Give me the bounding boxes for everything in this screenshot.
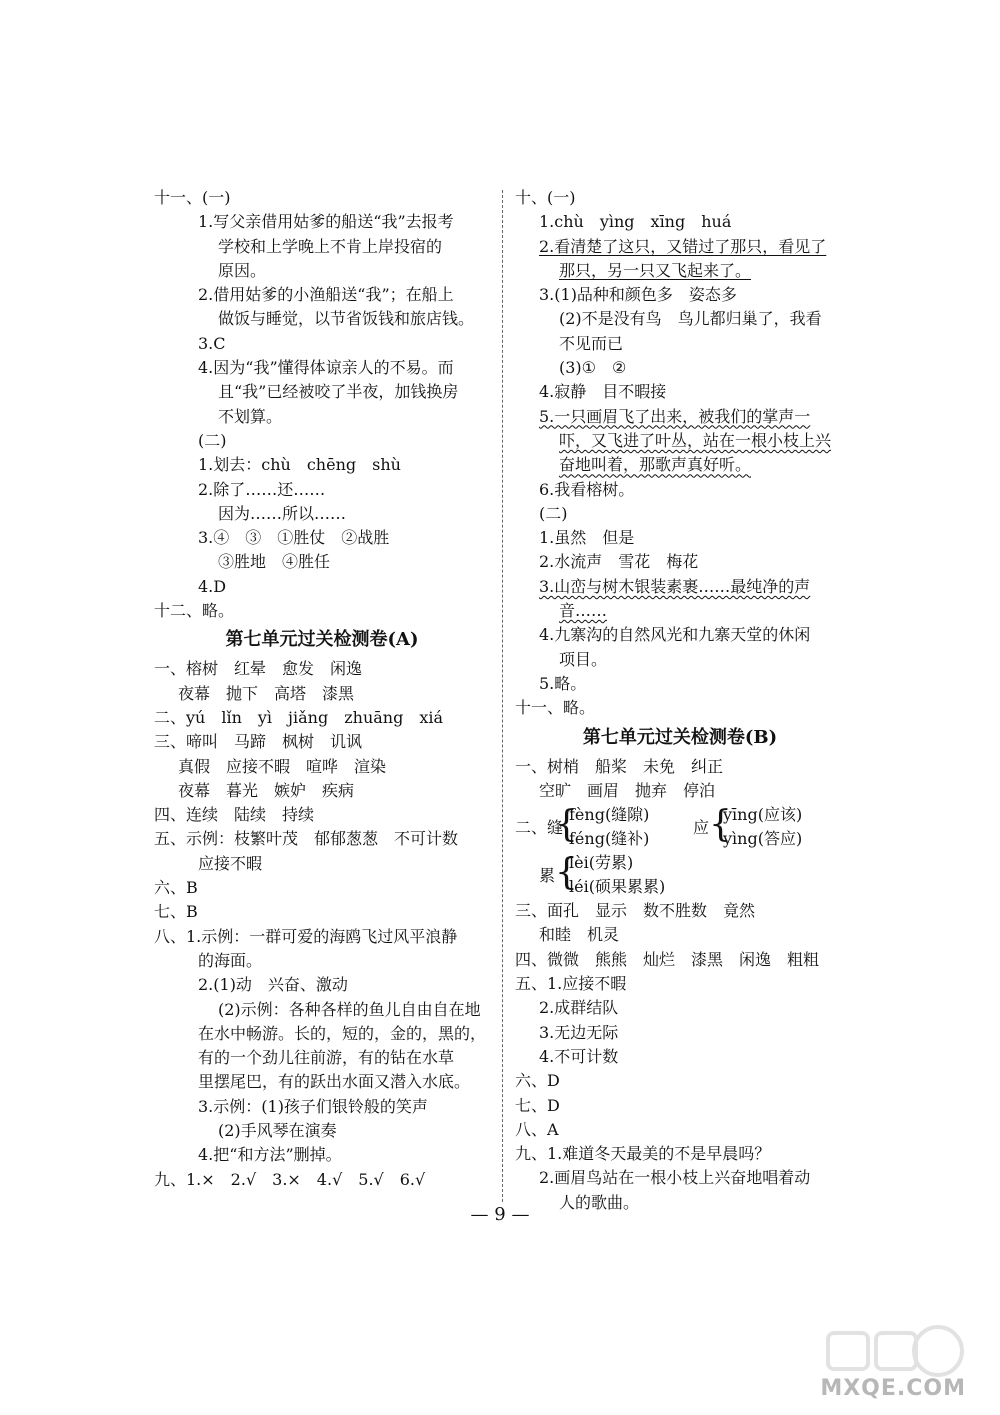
column-divider (502, 190, 503, 1202)
answer-line: 1.chù yìng xīng huá (539, 212, 732, 232)
answer-line: 五、示例：枝繁叶茂 郁郁葱葱 不可计数 (154, 829, 459, 849)
answer-line: 夜幕 暮光 嫉妒 疾病 (178, 780, 355, 800)
test-title-b: 第七单元过关检测卷(B) (582, 726, 778, 748)
answer-line (515, 259, 845, 283)
left-column (154, 186, 490, 1192)
answer-line: 2.除了……还…… (198, 479, 326, 499)
page-number: — 9 — (470, 1204, 530, 1225)
brace-icon: { (555, 804, 578, 846)
subsection-heading: (二) (539, 503, 568, 523)
answer-line: 3.④ ③ ①胜仗 ②战胜 (198, 528, 390, 548)
answer-line: (2)示例：各种各样的鱼儿自由自在地 (218, 999, 481, 1019)
reading: fèng(缝隙) (569, 805, 650, 825)
underlined-text: 2.看清楚了这只，又错过了那只，看见了 (539, 236, 827, 256)
polyphone-readings (723, 803, 802, 852)
answer-line: 因为……所以…… (218, 503, 347, 523)
answer-line: 的海面。 (198, 950, 263, 970)
answer-line: 4.不可计数 (539, 1046, 619, 1066)
answer-line: 和睦 机灵 (539, 925, 620, 945)
answer-line: 2.借用姑爹的小渔船送“我”；在船上 (198, 285, 454, 305)
section-heading: 十、(一) (515, 188, 576, 207)
subsection-heading: (二) (198, 430, 227, 450)
answer-line: 4.D (198, 576, 227, 596)
answer-line: 三、啼叫 马蹄 枫树 讥讽 (154, 732, 363, 752)
answer-line: 八、A (515, 1119, 559, 1139)
answer-line: 人的歌曲。 (559, 1192, 640, 1212)
reading: léi(硕果累累) (569, 877, 666, 897)
answer-line: 1.划去：chù chēng shù (198, 455, 401, 475)
answer-line: 七、D (515, 1095, 560, 1115)
answer-line: (2)不是没有鸟 鸟儿都归巢了，我看 (559, 309, 822, 329)
answer-line: (2)手风琴在演奏 (218, 1120, 337, 1140)
answer-line: (3)① ② (559, 358, 627, 378)
answer-line: 4.因为“我”懂得体谅亲人的不易。而 (198, 358, 454, 378)
answer-line: 2.画眉鸟站在一根小枝上兴奋地唱着动 (539, 1168, 811, 1188)
answer-line (515, 575, 845, 599)
answer-line: 学校和上学晚上不肯上岸投宿的 (218, 236, 443, 256)
reading: lèi(劳累) (569, 853, 634, 873)
answer-line: 二、yú lǐn yì jiǎng zhuāng xiá (154, 707, 444, 727)
answer-line: 3.无边无际 (539, 1022, 619, 1042)
watermark-text: MXQE.COM (820, 1376, 966, 1401)
answer-line: 应接不暇 (198, 853, 263, 873)
brace-icon: { (709, 804, 732, 846)
section-heading: 十一、(一) (154, 188, 231, 207)
answer-line: 1.写父亲借用姑爹的船送“我”去报考 (198, 212, 454, 232)
answer-line: 四、连续 陆续 持续 (154, 805, 315, 825)
answer-line: 且“我”已经被咬了半夜，加钱换房 (218, 382, 459, 402)
answer-line: 一、树梢 船桨 未免 纠正 (515, 756, 724, 776)
answer-line: 3.示例：(1)孩子们银铃般的笑声 (198, 1096, 428, 1116)
answer-line: 九、1.难道冬天最美的不是早晨吗？ (515, 1144, 771, 1164)
answer-line: 有的一个劲儿往前游，有的钻在水草 (198, 1048, 455, 1068)
answer-line: 五、1.应接不暇 (515, 974, 627, 994)
answer-line: ③胜地 ④胜任 (218, 552, 331, 572)
answer-line: 在水中畅游。长的，短的，金的，黑的， (198, 1023, 487, 1043)
answer-line: 里摆尾巴，有的跃出水面又潜入水底。 (198, 1072, 471, 1092)
answer-line: 九、1.× 2.√ 3.× 4.√ 5.√ 6.√ (154, 1169, 426, 1189)
answer-line: 六、B (154, 878, 198, 898)
answer-line: 4.把“和方法”删掉。 (198, 1145, 342, 1165)
answer-line: 不划算。 (218, 406, 283, 426)
answer-line: 一、榕树 红晕 愈发 闲逸 (154, 659, 363, 679)
underlined-text: 那只，另一只又飞起来了。 (559, 260, 752, 280)
answer-line: 2.成群结队 (539, 998, 619, 1018)
polyphone-group-1 (515, 803, 845, 851)
answer-line: 做饭与睡觉，以节省饭钱和旅店钱。 (218, 309, 475, 329)
reading: yìng(答应) (723, 829, 803, 849)
answer-line: 1.虽然 但是 (539, 528, 635, 548)
right-column (515, 186, 845, 1215)
answer-line: 5.略。 (539, 673, 587, 693)
wavy-underlined-text: 5.一只画眉飞了出来，被我们的掌声一 (539, 406, 811, 426)
answer-line: 四、微微 熊熊 灿烂 漆黑 闲逸 粗粗 (515, 949, 820, 969)
answer-line: 不见而已 (559, 333, 624, 353)
wavy-underlined-text: 吓，又飞进了叶丛，站在一根小枝上兴 (559, 430, 832, 450)
polyphone-prefix: 二、缝 (515, 818, 564, 838)
answer-line: 十二、略。 (154, 601, 235, 621)
wavy-underlined-text: 音…… (559, 601, 608, 621)
reading: yīng(应该) (723, 805, 803, 825)
answer-line: 2.水流声 雪花 梅花 (539, 552, 699, 572)
polyphone-char: 应 (693, 818, 710, 838)
answer-line: 八、1.示例：一群可爱的海鸥飞过风平浪静 (154, 926, 458, 946)
answer-line: 六、D (515, 1071, 560, 1091)
answer-line (515, 429, 845, 453)
wavy-underlined-text: 3.山峦与树木银装素裹……最纯净的声 (539, 576, 811, 596)
answer-line: 3.(1)品种和颜色多 姿态多 (539, 285, 737, 305)
answer-line: 项目。 (559, 649, 608, 669)
answer-line (515, 453, 845, 477)
answer-line (515, 405, 845, 429)
test-title-a: 第七单元过关检测卷(A) (225, 629, 419, 651)
answer-line: 4.九寨沟的自然风光和九寨天堂的休闲 (539, 625, 811, 645)
polyphone-char: 累 (539, 866, 556, 886)
answer-line: 十一、略。 (515, 698, 596, 718)
wavy-underlined-text: 奋地叫着，那歌声真好听。 (559, 455, 752, 475)
answer-line: 原因。 (218, 260, 267, 280)
answer-line: 6.我看榕树。 (539, 479, 635, 499)
answer-line: 七、B (154, 902, 198, 922)
answer-line: 3.C (198, 333, 226, 353)
polyphone-readings (569, 851, 665, 900)
polyphone-readings (569, 803, 649, 852)
polyphone-group-2 (515, 851, 845, 899)
answer-line (515, 599, 845, 623)
answer-line: 真假 应接不暇 喧哗 渲染 (178, 756, 387, 776)
answer-line: 空旷 画眉 抛弃 停泊 (539, 780, 716, 800)
answer-line: 夜幕 抛下 高塔 漆黑 (178, 683, 355, 703)
answer-line: 4.寂静 目不暇接 (539, 382, 667, 402)
brace-icon: { (555, 852, 578, 894)
answer-line: 2.(1)动 兴奋、激动 (198, 975, 348, 995)
reading: féng(缝补) (569, 829, 650, 849)
answer-line (515, 235, 845, 259)
answer-line: 三、面孔 显示 数不胜数 竟然 (515, 901, 756, 921)
